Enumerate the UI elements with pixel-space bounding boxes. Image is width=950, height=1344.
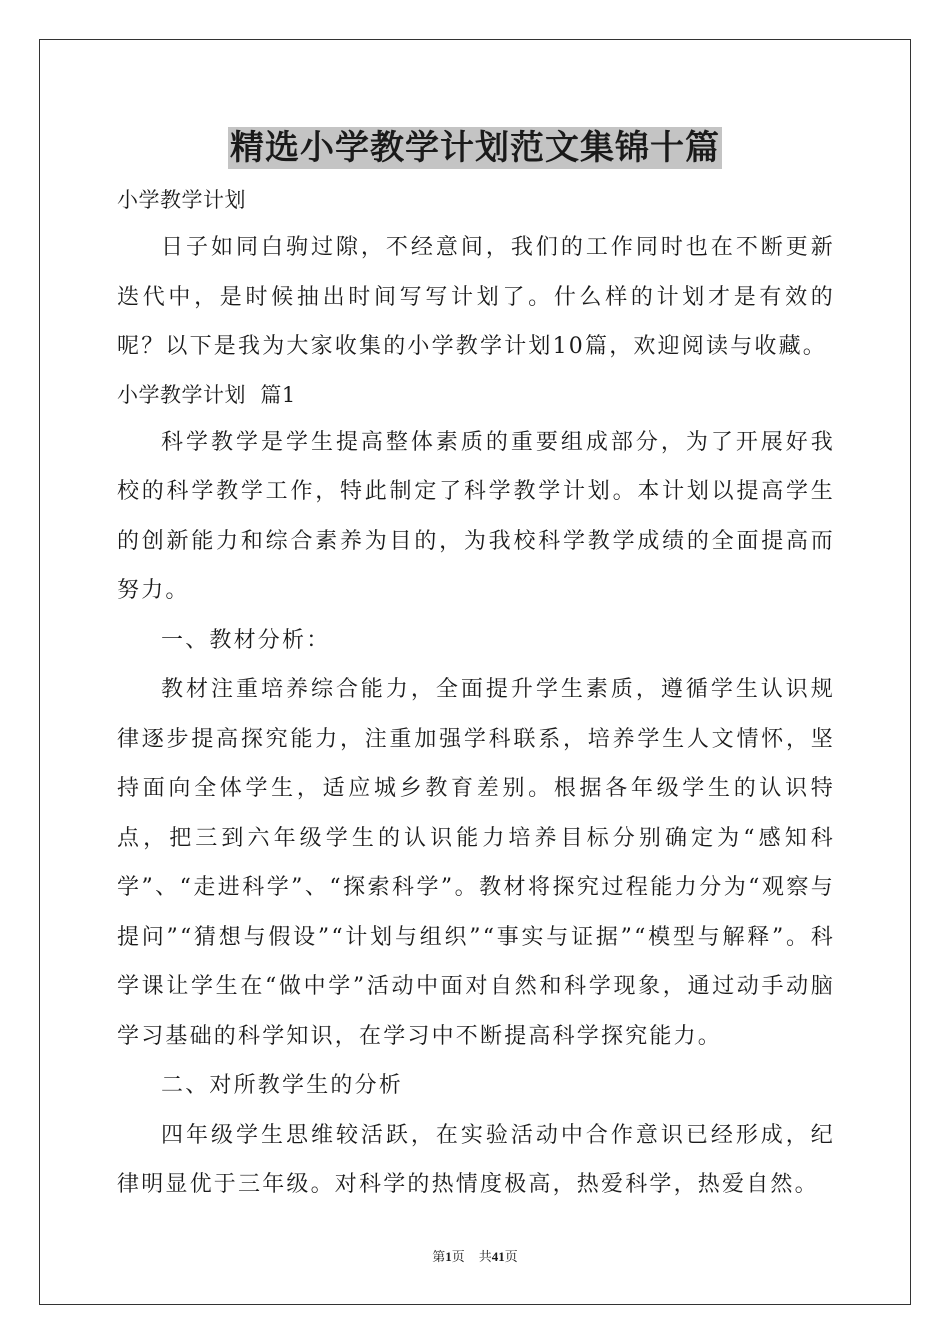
document-title — [0, 126, 950, 170]
body-paragraph: 二、对所教学生的分析 — [161, 1073, 404, 1098]
page-number: 1 — [445, 1249, 452, 1264]
page-label-suffix: 页 — [451, 1249, 465, 1264]
page-footer — [0, 1248, 950, 1266]
body-paragraph: 科学教学是学生提高整体素质的重要组成部分，为了开展好我校的科学教学工作，特此制定了科学教学计划。本计划以提高学生的创新能力和综合素养为目的，为我校科学教学成绩的全面提高而努力。 — [117, 429, 835, 603]
total-label-suffix: 页 — [504, 1249, 518, 1264]
body-paragraph: 日子如同白驹过隙，不经意间，我们的工作同时也在不断更新迭代中，是时候抽出时间写写计划了。什么样的计划才是有效的呢？以下是我为大家收集的小学教学计划10篇，欢迎阅读与收藏。 — [117, 235, 835, 359]
total-pages: 41 — [491, 1249, 505, 1264]
section-heading: 小学教学计划 篇1 — [117, 382, 296, 407]
document-body — [117, 177, 835, 1210]
body-paragraph: 教材注重培养综合能力，全面提升学生素质，遵循学生认识规律逐步提高探究能力，注重加强学科联系，培养学生人文情怀，坚持面向全体学生，适应城乡教育差别。根据各年级学生的认识特点，把三到六年级学生的认识能力培养目标分别确定为“感知科学”、“走进科学”、“探索科学”。教材将探究过程能力分为“观察与提问”“猜想与假设”“计划与组织”“事实与证据”“模型与解释”。科学课让学生在“做中学”活动中面对自然和科学现象，通过动手动脑学习基础的科学知识，在学习中不断提高科学探究能力。 — [117, 677, 835, 1049]
section-heading: 小学教学计划 — [117, 188, 246, 212]
total-label-prefix: 共 — [478, 1249, 492, 1264]
body-paragraph: 一、教材分析： — [161, 627, 331, 653]
document-title-text: 精选小学教学计划范文集锦十篇 — [230, 128, 720, 168]
body-paragraph: 四年级学生思维较活跃，在实验活动中合作意识已经形成，纪律明显优于三年级。对科学的热情度极高，热爱科学，热爱自然。 — [117, 1122, 835, 1197]
page-label-prefix: 第 — [432, 1249, 446, 1264]
